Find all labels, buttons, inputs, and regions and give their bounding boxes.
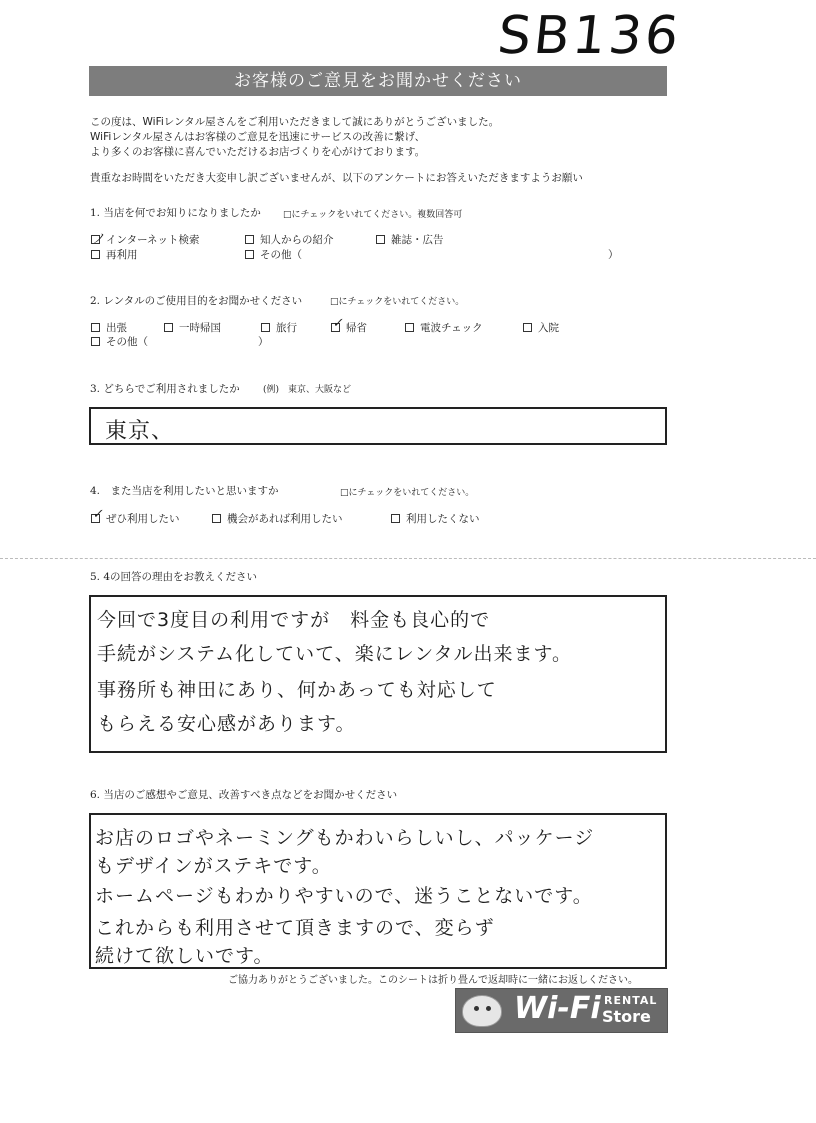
q5-answer-line: もらえる安心感があります。 (97, 713, 356, 735)
q6-answer-line: もデザインがステキです。 (95, 855, 332, 877)
q2-option-signal-check[interactable]: 電波チェック (405, 320, 483, 335)
q2-title: 2. レンタルのご使用目的をお聞かせください (90, 295, 303, 307)
form-id: SB136 (494, 6, 685, 66)
q2-option-homecoming[interactable]: ✓ 帰省 (331, 316, 367, 334)
intro-line-2: WiFiレンタル屋さんはお客様のご意見を迅速にサービスの改善に繋げ、 (90, 131, 426, 143)
checkbox-checked[interactable] (331, 316, 346, 332)
q3-answer-field[interactable] (89, 407, 667, 445)
q1-option-other[interactable]: その他（ (245, 247, 302, 262)
q2-other-close: ） (258, 336, 269, 348)
checkbox-checked[interactable] (91, 232, 107, 247)
q5-answer-line: 事務所も神田にあり、何かあっても対応して (97, 679, 497, 701)
logo-rental-text: RENTAL (604, 994, 658, 1007)
q3-answer: 東京、 (105, 419, 175, 444)
check-mark-icon: ✓ (91, 507, 106, 522)
checkbox[interactable] (405, 323, 414, 332)
q4-option-if-chance[interactable]: 機会があれば利用したい (212, 511, 343, 526)
footer-note: ご協力ありがとうございました。このシートは折り畳んで返却時に一緒にお返しください。 (228, 975, 638, 986)
q2-option-travel[interactable]: 旅行 (261, 320, 297, 335)
q5-answer-line: 今回で3度目の利用ですが 料金も良心的で (97, 609, 491, 631)
q5-answer-field[interactable] (89, 595, 667, 753)
q2-option-temp-return[interactable]: 一時帰国 (164, 320, 221, 335)
q6-answer-line: ホームページもわかりやすいので、迷うことないです。 (95, 885, 593, 907)
q4-title: 4. また当店を利用したいと思いますか (90, 485, 279, 497)
q3-note: (例) 東京、大阪など (263, 385, 352, 395)
check-mark-icon: ✓ (331, 316, 346, 331)
q4-option-no[interactable]: 利用したくない (391, 511, 480, 526)
checkbox[interactable] (245, 250, 254, 259)
q3-title: 3. どちらでご利用されましたか (90, 383, 240, 395)
checkbox[interactable] (91, 250, 100, 259)
checkbox[interactable] (261, 323, 270, 332)
q6-answer-line: これからも利用させて頂きますので、変らず (95, 917, 495, 939)
page-title: お客様のご意見をお聞かせください (89, 66, 667, 96)
check-mark-icon: ノ (91, 232, 107, 247)
q5-title: 5. 4の回答の理由をお教えください (90, 571, 258, 583)
checkbox[interactable] (523, 323, 532, 332)
q1-title: 1. 当店を何でお知りになりましたか (90, 207, 261, 219)
q4-note: □にチェックをいれてください。 (340, 488, 475, 498)
checkbox[interactable] (164, 323, 173, 332)
checkbox[interactable] (91, 323, 100, 332)
checkbox[interactable] (91, 337, 100, 346)
checkbox[interactable] (376, 235, 385, 244)
intro-line-3: より多くのお客様に喜んでいただけるお店づくりを心がけております。 (90, 146, 426, 158)
q2-option-business[interactable]: 出張 (91, 320, 127, 335)
mascot-icon (462, 995, 502, 1027)
logo-wifi-text: Wi-Fi (514, 991, 601, 1026)
checkbox[interactable] (391, 514, 400, 523)
intro-line-4: 貴重なお時間をいただき大変申し訳ございませんが、以下のアンケートにお答えいただきますようお願い (90, 172, 583, 184)
q6-title: 6. 当店のご感想やご意見、改善すべき点などをお聞かせください (90, 789, 398, 801)
q2-note: □にチェックをいれてください。 (330, 297, 465, 307)
q1-option-referral[interactable]: 知人からの紹介 (245, 232, 334, 247)
checkbox[interactable] (212, 514, 221, 523)
checkbox-checked[interactable] (91, 507, 106, 523)
q2-option-other[interactable]: その他（ (91, 334, 148, 349)
brand-logo (455, 988, 668, 1033)
q6-answer-line: お店のロゴやネーミングもかわいらしいし、パッケージ (95, 827, 595, 849)
q1-other-close: ） (608, 249, 619, 261)
q6-answer-line: 続けて欲しいです。 (95, 945, 274, 967)
checkbox[interactable] (245, 235, 254, 244)
q4-option-definitely[interactable]: ✓ ぜひ利用したい (91, 507, 180, 525)
fold-line (0, 558, 816, 559)
q1-option-internet[interactable]: ノ インターネット検索 (91, 232, 200, 247)
logo-store-text: Store (602, 1007, 651, 1026)
q1-note: □にチェックをいれてください。複数回答可 (283, 210, 463, 220)
q5-answer-line: 手続がシステム化していて、楽にレンタル出来ます。 (97, 643, 572, 665)
q1-option-magazine[interactable]: 雑誌・広告 (376, 232, 444, 247)
q6-answer-field[interactable] (89, 813, 667, 969)
intro-line-1: この度は、WiFiレンタル屋さんをご利用いただきまして誠にありがとうございました。 (90, 116, 500, 128)
q2-option-hospital[interactable]: 入院 (523, 320, 559, 335)
q1-option-reuse[interactable]: 再利用 (91, 247, 138, 262)
